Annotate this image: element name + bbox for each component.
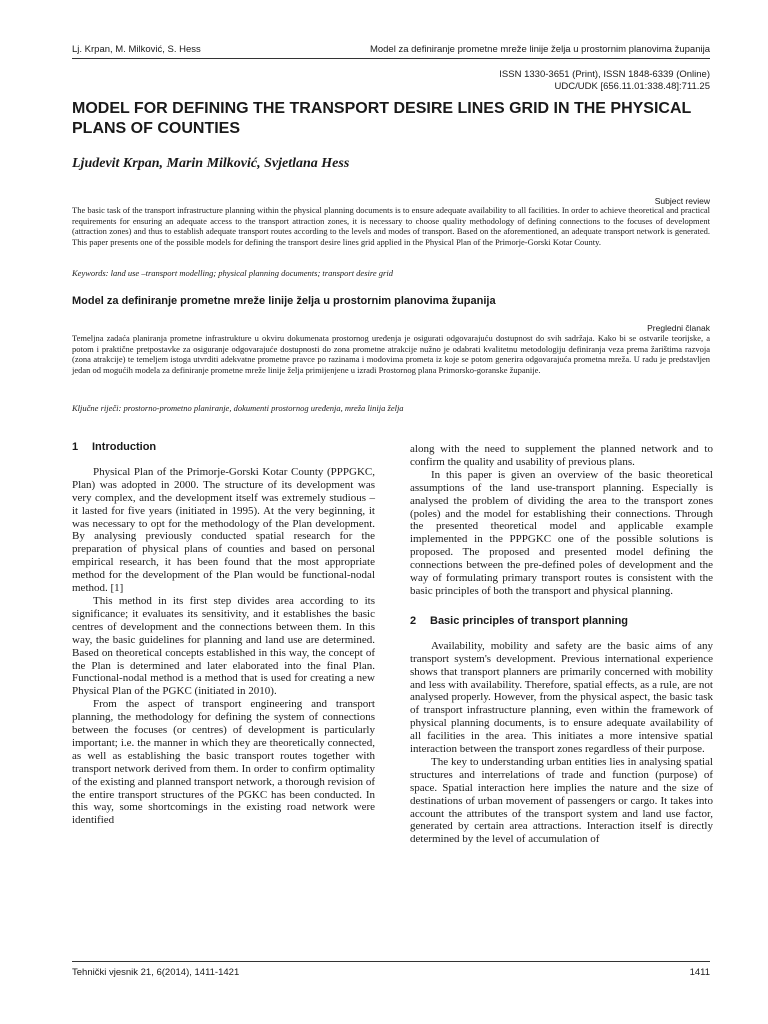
- abstract-hr-title: Model za definiranje prometne mreže linije želja u prostornim planovima županija: [72, 295, 496, 307]
- header-running-title: Model za definiranje prometne mreže linije želja u prostornim planovima županija: [369, 44, 710, 55]
- paper-title: MODEL FOR DEFINING THE TRANSPORT DESIRE LINES GRID IN THE PHYSICAL PLANS OF COUNTIES: [72, 100, 692, 137]
- paragraph: In this paper is given an overview of the basic theoretical assumptions of the land use-transport planning. Especially is analysed the problem of dividing the area to the transport zones (poles) and the model for establishing their connections. Through the presented theoretical model and applicable example implemented in the PPPGKC one of the possible solutions is proposed. The proposed and presented model defining the connections between the pre-defined poles of development and the way of formulating primary transport routes is consistent with the basic principles of both the transport and physical planning.: [410, 468, 713, 597]
- section-heading-2: [410, 615, 713, 628]
- abstract-hr: Temeljna zadaća planiranja prometne infrastrukture u okviru dokumenata prostornog uređenja je osigurati odgovarajuću dostupnost do svih sadržaja. Kako bi se ostvarile teorijske, a potom i praktične pretpostavke za osiguranje odgovarajuće dostupnosti do zona prometne atrakcije nužno je odabrati kvalitetnu metodologiju definiranja veza prema žarištima razvoja (zona atrakcije) te temeljem istoga utvrditi adekvatne prometne pravce po razinama i modovima prometa iz koje se potom generira odgovarajuća prometna mreža. U radu je predstavljen jedan od mogućih modela za definiranje prometne mreže linije želja primijenjene u izradi Prostornog plana Primorsko-goranske županije.: [72, 333, 710, 375]
- column-right: [410, 443, 713, 846]
- section-title: Basic principles of transport planning: [430, 614, 629, 627]
- keywords-text: land use –transport modelling; physical planning documents; transport desire grid: [110, 268, 393, 278]
- paragraph: Availability, mobility and safety are the basic aims of any transport system's development. Previous international experience shows that transport planners are primarily concerned with mobility and less with availability. Therefore, spatial effects, as a rule, are not analysed properly. However, from the physical aspect, the basic task of transport infrastructure planning, even within the framework of physical planning documents, is to ensure adequate availability of all facilities in the area. This initiates a more intensive spatial interaction between the transport zones regardless of their purpose.: [410, 639, 713, 756]
- paragraph: From the aspect of transport engineering and transport planning, the methodology for defining the system of connections between the focuses (or centres) of development is particularly important; i.e. the manner in which they are theoretically connected, as well as establishing the basic transport routes together with transport network derived from them. In order to confirm optimality of the existing and planned transport network, a thorough revision of the entire transport structures of the PGKC has been conducted. In this way, some shortcomings in the existing road network were identified: [72, 698, 375, 827]
- article-type-en: Subject review: [654, 196, 710, 206]
- keywords-label: Keywords:: [72, 268, 109, 278]
- running-header: [72, 44, 710, 59]
- section-number: 1: [72, 441, 79, 453]
- paragraph: This method in its first step divides area according to its significance; it evaluates its sensitivity, and it establishes the basic centres of development and the connections between them. In this way, the basic guidelines for planning and land use are determined. Based on theoretical concepts established in this way, the concept of the Plan is determined and later elaborated into the final Plan. Functional-nodal method is a method that is used for creating a new Physical Plan of the PGKC (initiated in 2010).: [72, 594, 375, 698]
- section-heading-1: [72, 441, 375, 454]
- article-type-hr: Pregledni članak: [647, 323, 710, 333]
- footer-journal: Tehnički vjesnik 21, 6(2014), 1411-1421: [72, 967, 240, 978]
- section-number: 2: [410, 614, 417, 627]
- udc-line: UDC/UDK [656.11.01:338.48]:711.25: [554, 81, 710, 92]
- keywords-en: [72, 268, 710, 278]
- paper-authors: Ljudevit Krpan, Marin Milković, Svjetlana Hess: [72, 156, 350, 171]
- issn-line: ISSN 1330-3651 (Print), ISSN 1848-6339 (Online): [499, 69, 710, 80]
- page-footer: [72, 961, 710, 978]
- keywords-hr: [72, 403, 710, 413]
- abstract-en: The basic task of the transport infrastructure planning within the physical planning documents is to ensure adequate availability to all facilities. In order to achieve theoretical and practical requirements for ensuring an adequate access to the transport attraction zones, it is necessary to choose quality methodology of defining connections to the focuses of development (attraction zones) and thus to establish adequate transport routes according to the levels and modes of transport. Based on the aforementioned, an adequate transport network is generated. This paper presents one of the possible models for defining the transport desire lines grid applied in the Physical Plan of the Primorje-Gorski Kotar County.: [72, 205, 710, 247]
- paragraph: along with the need to supplement the planned network and to confirm the quality and usability of previous plans.: [410, 443, 713, 468]
- keywords-label-hr: Ključne riječi:: [72, 403, 122, 413]
- page-number: 1411: [689, 967, 710, 978]
- paragraph: Physical Plan of the Primorje-Gorski Kotar County (PPPGKC, Plan) was adopted in 2000. The structure of its development was very complex, and the development itself was extremely studious – it lasted for five years (initiated in 1995). At the very beginning, it was necessary to opt for the methodology of the Plan development. By analysing previously conducted spatial research for the preparation of physical plans of counties and based on personal empirical research, it has been found that the most appropriate method for the development of the Plan would be functional-nodal method. [1]: [72, 465, 375, 595]
- issn-block: [499, 69, 710, 93]
- section-title: Introduction: [92, 441, 157, 453]
- header-authors: Lj. Krpan, M. Milković, S. Hess: [72, 44, 201, 55]
- column-left: [72, 433, 375, 827]
- paragraph: The key to understanding urban entities lies in analysing spatial structures and interrelations of trade and function (purpose) of space. Spatial interaction here implies the nature and the size of destinations of urban movement of passengers or cargo. It takes into account the attributes of the transport system and land use factor, generated by certain area attractions. Interaction itself is directly determined by the level of accumulation of: [410, 755, 713, 846]
- keywords-text-hr: prostorno-prometno planiranje, dokumenti prostornog uređenja, mreža linija želja: [123, 403, 404, 413]
